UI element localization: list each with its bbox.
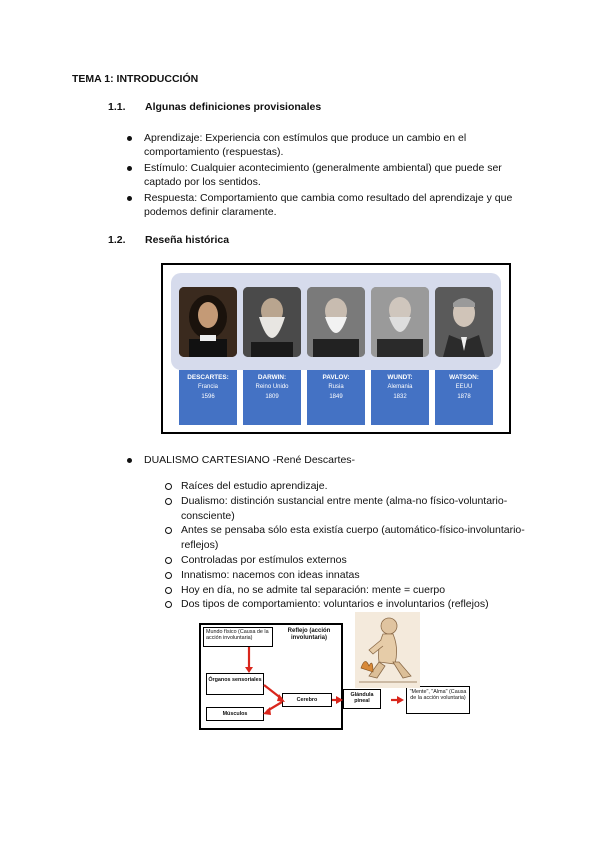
- circle-bullet-icon: [165, 557, 172, 564]
- timeline-card: DESCARTES: Francia 1596: [179, 370, 237, 425]
- mundo-fisico-box: Mundo físico (Causa de la acción involuntaria): [203, 627, 273, 647]
- list-item: Dos tipos de comportamiento: voluntarios e involuntarios (reflejos): [165, 597, 525, 612]
- section-1-title: Algunas definiciones provisionales: [145, 101, 322, 113]
- document-title: TEMA 1: INTRODUCCIÓN: [72, 73, 199, 85]
- list-item: Innatismo: nacemos con ideas innatas: [165, 568, 525, 583]
- organos-sensoriales-box: Órganos sensoriales: [206, 673, 264, 695]
- section-1-number: 1.1.: [108, 101, 126, 113]
- list-item: Raíces del estudio aprendizaje.: [165, 479, 525, 494]
- list-item: Estímulo: Cualquier acontecimiento (generalmente ambiental) que puede ser captado por los sentidos.: [127, 161, 537, 190]
- circle-bullet-icon: [165, 572, 172, 579]
- timeline-card: DARWIN: Reino Unido 1809: [243, 370, 301, 425]
- circle-bullet-icon: [165, 587, 172, 594]
- portrait-pavlov: [307, 287, 365, 357]
- historical-timeline-figure: [161, 263, 511, 434]
- list-item: Aprendizaje: Experiencia con estímulos que produce un cambio en el comportamiento (respuestas).: [127, 131, 537, 160]
- timeline-card: WATSON: EEUU 1878: [435, 370, 493, 425]
- definitions-list: [127, 131, 537, 220]
- section-2-number: 1.2.: [108, 234, 126, 246]
- diagram-arrows: [199, 623, 479, 733]
- list-item: Antes se pensaba sólo esta existía cuerpo (automático-físico-involuntario- reflejos): [165, 523, 525, 553]
- portrait-darwin: [243, 287, 301, 357]
- circle-bullet-icon: [165, 483, 172, 490]
- timeline-card: WUNDT: Alemania 1832: [371, 370, 429, 425]
- list-item: Dualismo: distinción sustancial entre mente (alma-no físico-voluntario-consciente): [165, 494, 525, 524]
- list-item: Hoy en día, no se admite tal separación: mente = cuerpo: [165, 583, 525, 598]
- portrait-wundt: [371, 287, 429, 357]
- bullet-icon: [127, 166, 132, 171]
- dualism-sublist: [165, 479, 525, 612]
- portrait-descartes: [179, 287, 237, 357]
- bullet-icon: [127, 196, 132, 201]
- list-item: Respuesta: Comportamiento que cambia como resultado del aprendizaje y que podemos definir claramente.: [127, 191, 537, 220]
- circle-bullet-icon: [165, 601, 172, 608]
- cerebro-box: Cerebro: [282, 693, 332, 707]
- glandula-pineal-box: Glándula pineal: [343, 689, 381, 709]
- bullet-icon: [127, 136, 132, 141]
- reflejo-label: Reflejo (acción involuntaria): [287, 628, 331, 641]
- timeline-card: PAVLOV: Rusia 1849: [307, 370, 365, 425]
- portrait-watson: [435, 287, 493, 357]
- list-item: DUALISMO CARTESIANO -René Descartes-: [127, 453, 537, 467]
- circle-bullet-icon: [165, 498, 172, 505]
- bullet-icon: [127, 458, 132, 463]
- section-2-title: Reseña histórica: [145, 234, 230, 246]
- musculos-box: Músculos: [206, 707, 264, 721]
- list-item: Controladas por estímulos externos: [165, 553, 525, 568]
- circle-bullet-icon: [165, 527, 172, 534]
- descartes-reflex-figure: [355, 612, 420, 688]
- dualism-list: [127, 453, 537, 468]
- mente-alma-box: "Mente", "Alma" (Causa de la acción voluntaria): [406, 686, 470, 714]
